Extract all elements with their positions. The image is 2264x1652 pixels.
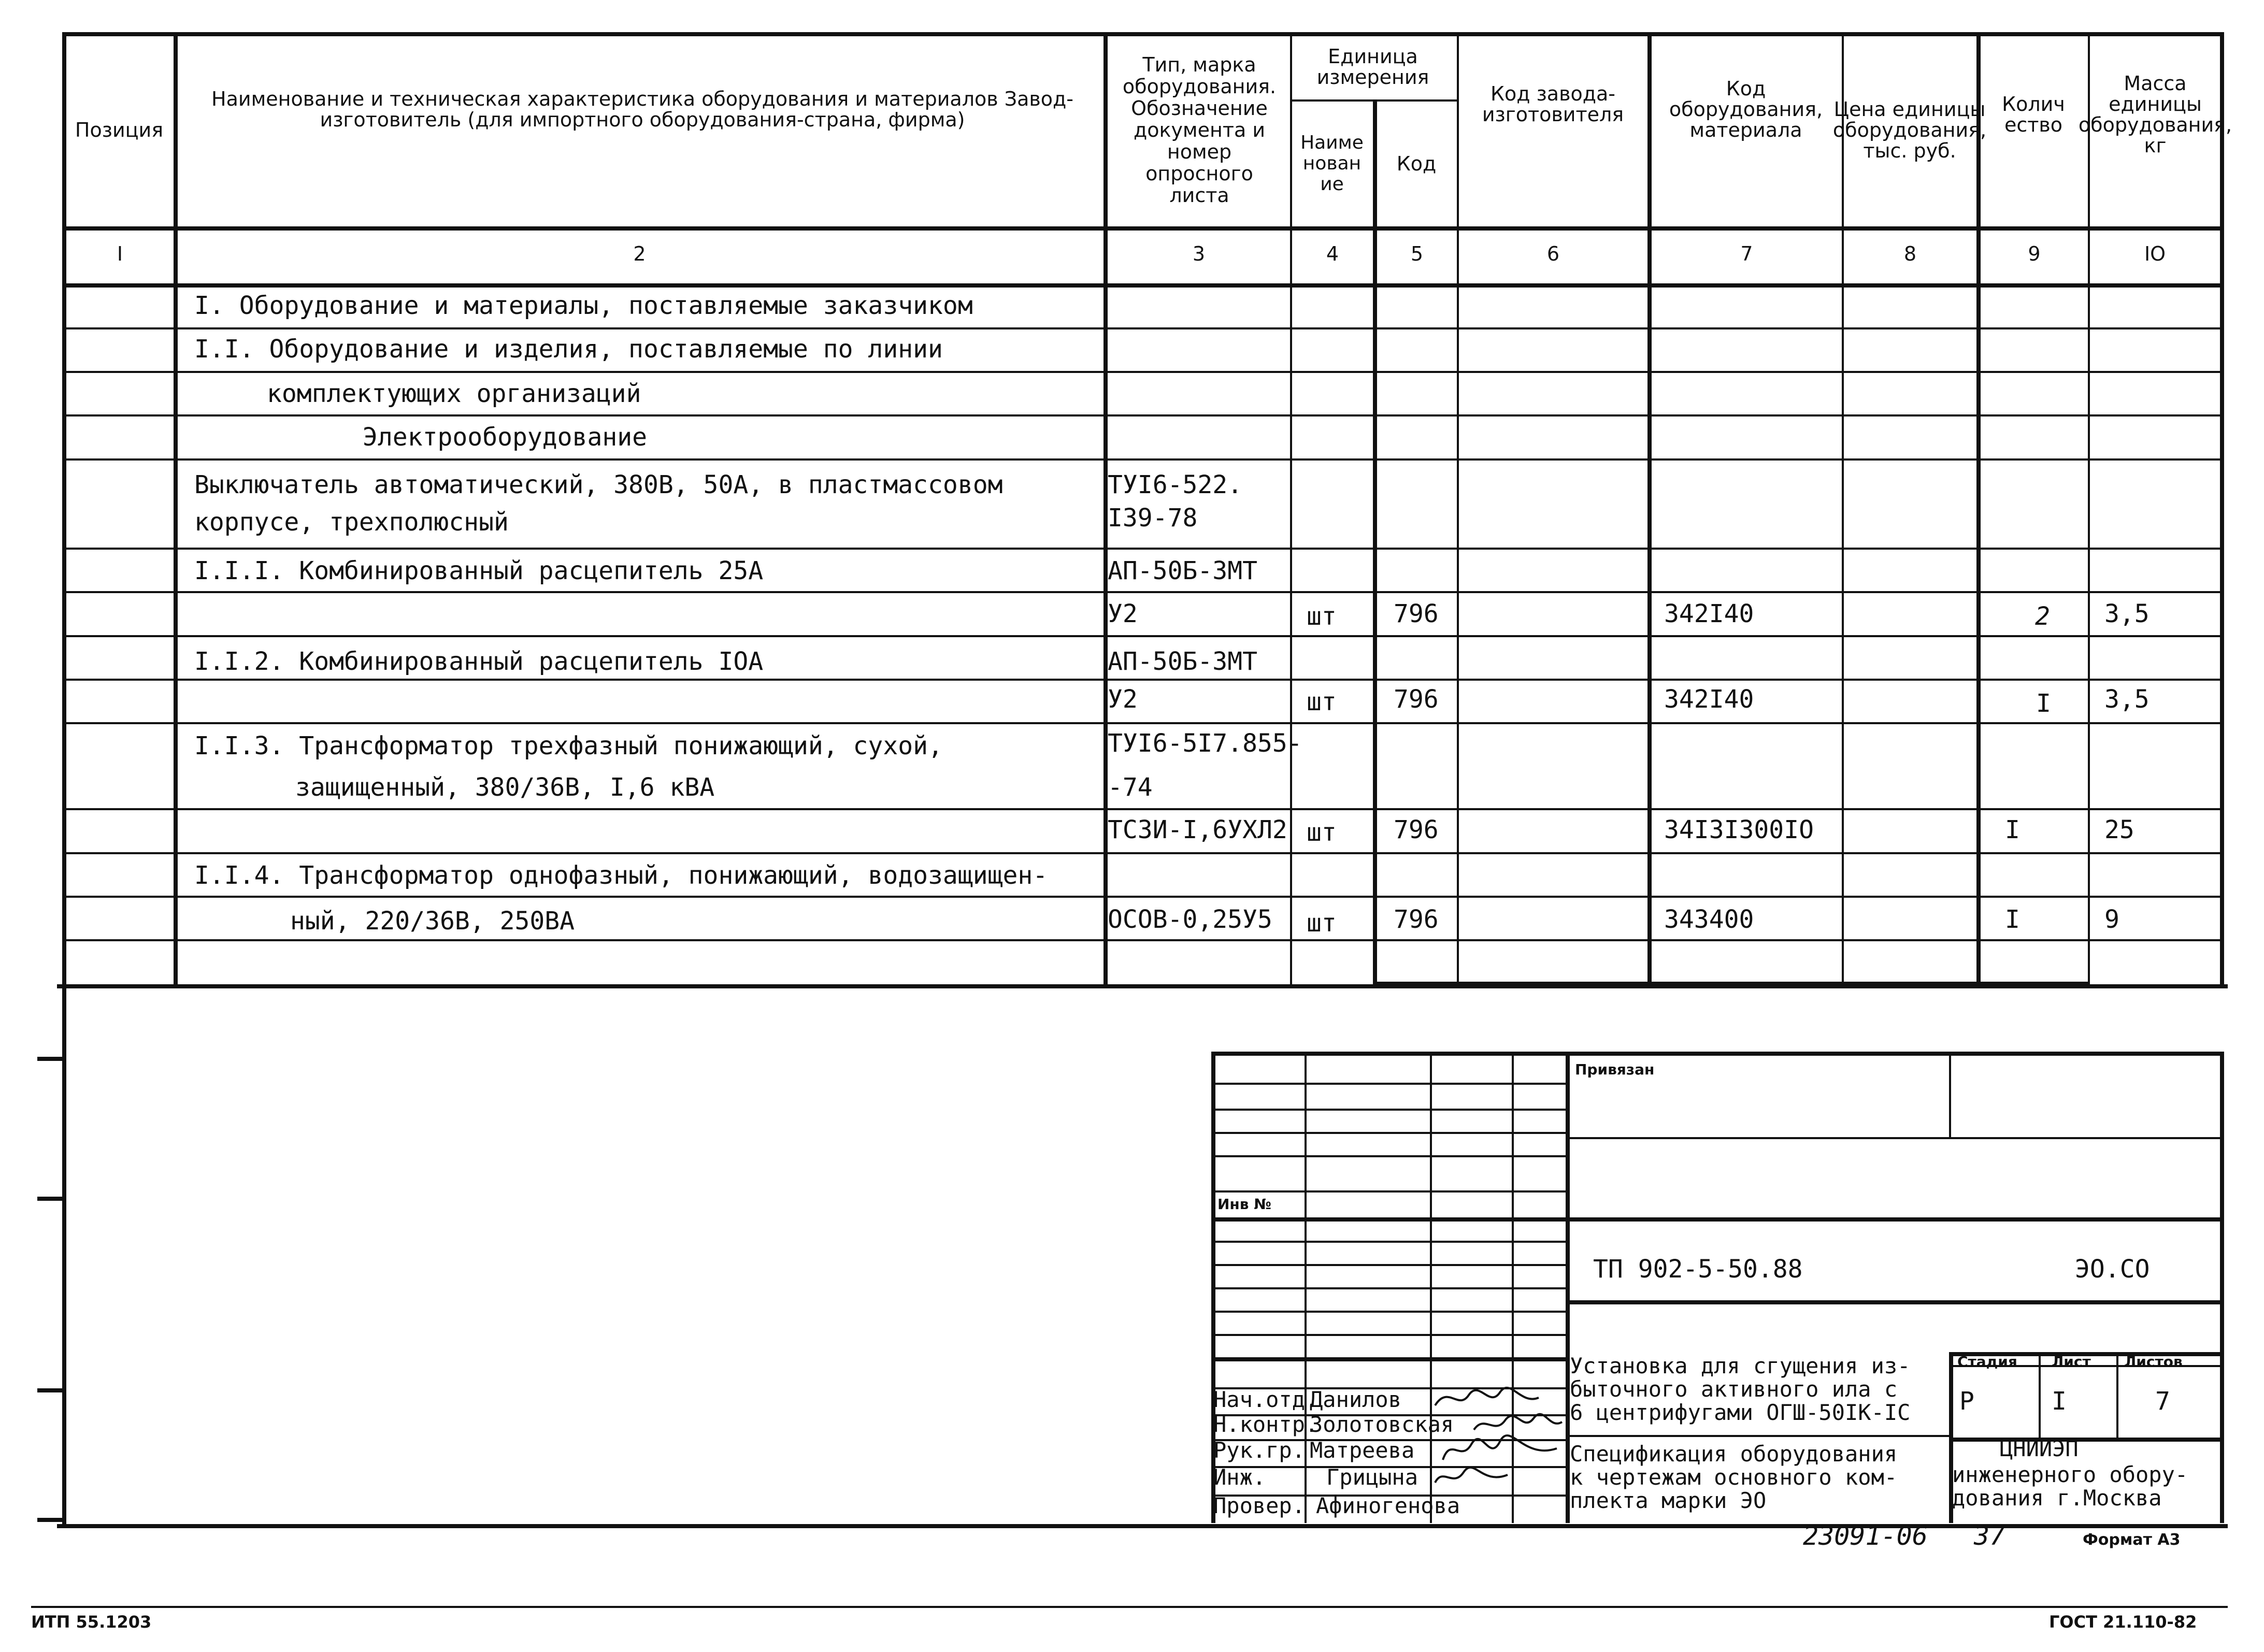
row-mass: 3,5 bbox=[2104, 685, 2150, 714]
object-title-line: 6 центрифугами ОГШ-50IК-IС bbox=[1570, 1400, 1911, 1425]
row-mass: 25 bbox=[2104, 815, 2134, 844]
staff-role: Рук.гр. bbox=[1213, 1438, 1306, 1463]
staff-name: Матреева bbox=[1310, 1438, 1415, 1463]
row-type: АП-50Б-3МТ bbox=[1108, 556, 1257, 585]
header-unit-group: Единица измерения bbox=[1316, 45, 1429, 89]
row-name: I.I. Оборудование и изделия, поставляемые по линии bbox=[194, 335, 943, 364]
header-quantity: Количество bbox=[2002, 93, 2065, 136]
row-name: Выключатель автоматический, 380В, 50А, в пластмассовом bbox=[194, 470, 1003, 499]
row-unit: шт bbox=[1307, 602, 1337, 631]
row-equipment-code: 343400 bbox=[1664, 905, 1754, 934]
sheets-total-value: 7 bbox=[2155, 1387, 2170, 1416]
row-type: -74 bbox=[1108, 773, 1153, 802]
row-quantity: I bbox=[2005, 815, 2020, 844]
organization-line: ЦНИИЭП bbox=[2000, 1436, 2079, 1461]
stage-label: Стадия bbox=[1957, 1353, 2017, 1370]
object-title-line: быточного активного ила с bbox=[1570, 1376, 1898, 1402]
sheet-value: I bbox=[2052, 1387, 2067, 1416]
row-name: комплектующих организаций bbox=[267, 379, 641, 408]
header-equipment-code: Код оборудования, материала bbox=[1669, 77, 1823, 141]
column-number: 8 bbox=[1903, 242, 1917, 265]
header-mass: Масса единицы оборудования, кг bbox=[2078, 72, 2232, 157]
row-name: I.I.2. Комбинированный расцепитель IOА bbox=[194, 647, 764, 676]
sheet-title-line: Спецификация оборудования bbox=[1570, 1441, 1898, 1467]
row-unit: шт bbox=[1307, 687, 1337, 716]
signature-scribble bbox=[1440, 1434, 1559, 1465]
header-unit-name: Наименование bbox=[1300, 132, 1364, 195]
row-name: I. Оборудование и материалы, поставляемые заказчиком bbox=[194, 291, 973, 320]
header-factory-code: Код завода-изготовителя bbox=[1482, 82, 1624, 126]
header-unit-code: Код bbox=[1396, 152, 1437, 175]
signature-scribble bbox=[1432, 1382, 1541, 1413]
row-quantity: I bbox=[2036, 689, 2051, 718]
header-name: Наименование и техническая характеристика оборудования и материалов Завод-изготовитель (для импортного оборудования-страна, фирма) bbox=[211, 88, 1073, 131]
row-type: I39-78 bbox=[1108, 504, 1198, 533]
column-number: IO bbox=[2144, 242, 2166, 265]
document-mark: ЭО.СО bbox=[2075, 1255, 2150, 1284]
row-type: ТУI6-522. bbox=[1108, 470, 1243, 499]
column-number: 3 bbox=[1192, 242, 1206, 265]
row-name: I.I.I. Комбинированный расцепитель 25А bbox=[194, 556, 764, 585]
row-name: корпусе, трехполюсный bbox=[194, 508, 509, 537]
row-type: У2 bbox=[1108, 685, 1138, 714]
row-name: Электрооборудование bbox=[363, 423, 648, 452]
staff-name: Грицына bbox=[1326, 1464, 1418, 1490]
row-mass: 3,5 bbox=[2104, 599, 2150, 628]
row-unit: шт bbox=[1307, 818, 1337, 847]
organization-line: инженерного обору- bbox=[1952, 1462, 2188, 1487]
staff-role: Н.контр. bbox=[1213, 1412, 1319, 1437]
row-type: У2 bbox=[1108, 599, 1138, 628]
privyazan-label: Привязан bbox=[1575, 1061, 1655, 1078]
inventory-number-label: Инв № bbox=[1217, 1196, 1271, 1213]
staff-name: Данилов bbox=[1310, 1387, 1402, 1412]
column-number: 7 bbox=[1740, 242, 1753, 265]
stage-value: Р bbox=[1959, 1387, 1974, 1416]
column-number: I bbox=[117, 242, 123, 265]
staff-role: Нач.отд. bbox=[1213, 1387, 1319, 1412]
row-name: защищенный, 380/36В, I,6 кВА bbox=[295, 773, 715, 802]
signature-scribble bbox=[1432, 1462, 1510, 1490]
organization-line: дования г.Москва bbox=[1952, 1485, 2162, 1511]
row-type: ОСОВ-0,25У5 bbox=[1108, 905, 1272, 934]
row-name: I.I.4. Трансформатор однофазный, понижающий, водозащищен- bbox=[194, 861, 1048, 890]
page-number: 37 bbox=[1974, 1521, 2005, 1551]
archive-number: 23091-06 bbox=[1803, 1521, 1928, 1551]
row-unit-code: 796 bbox=[1394, 599, 1439, 628]
document-code: ТП 902-5-50.88 bbox=[1593, 1255, 1803, 1284]
row-mass: 9 bbox=[2104, 905, 2119, 934]
row-type: АП-50Б-3МТ bbox=[1108, 647, 1257, 676]
row-quantity: I bbox=[2005, 905, 2020, 934]
row-equipment-code: 34I3I300IO bbox=[1664, 815, 1814, 844]
row-unit-code: 796 bbox=[1394, 815, 1439, 844]
staff-name: Афиногенова bbox=[1316, 1493, 1460, 1518]
column-number: 5 bbox=[1410, 242, 1424, 265]
header-position: Позиция bbox=[75, 119, 164, 141]
staff-role: Провер. bbox=[1213, 1493, 1306, 1518]
sheet-title-line: к чертежам основного ком- bbox=[1570, 1464, 1898, 1490]
signature-scribble bbox=[1471, 1409, 1565, 1438]
format-label: Формат А3 bbox=[2083, 1531, 2181, 1549]
row-unit: шт bbox=[1307, 909, 1337, 938]
header-price: Цена единицы оборудования, тыс. руб. bbox=[1832, 98, 1987, 162]
row-unit-code: 796 bbox=[1394, 905, 1439, 934]
sheets-label: Листов bbox=[2124, 1353, 2183, 1370]
row-name: I.I.3. Трансформатор трехфазный понижающий, сухой, bbox=[194, 731, 943, 760]
sheet-label: Лист bbox=[2052, 1353, 2091, 1370]
column-number: 2 bbox=[633, 242, 646, 265]
staff-role: Инж. bbox=[1213, 1464, 1266, 1490]
row-type: ТУI6-5I7.855- bbox=[1108, 729, 1302, 758]
column-number: 6 bbox=[1546, 242, 1560, 265]
row-name: ный, 220/36В, 250ВА bbox=[290, 907, 575, 936]
staff-name: Золотовская bbox=[1310, 1412, 1454, 1437]
row-unit-code: 796 bbox=[1394, 685, 1439, 714]
row-equipment-code: 342I40 bbox=[1664, 685, 1754, 714]
row-quantity: 2 bbox=[2035, 602, 2050, 631]
header-type: Тип, марка оборудования. Обозначение документа и номер опросного листа bbox=[1122, 53, 1277, 207]
left-footer-code: ИТП 55.1203 bbox=[31, 1612, 152, 1632]
row-type: ТСЗИ-I,6УХЛ2 bbox=[1108, 815, 1287, 844]
row-equipment-code: 342I40 bbox=[1664, 599, 1754, 628]
object-title-line: Установка для сгущения из- bbox=[1570, 1353, 1911, 1378]
sheet-title-line: плекта марки ЭО bbox=[1570, 1488, 1767, 1513]
right-footer-code: ГОСТ 21.110-82 bbox=[2049, 1612, 2197, 1632]
column-number: 9 bbox=[2028, 242, 2041, 265]
column-number: 4 bbox=[1326, 242, 1339, 265]
